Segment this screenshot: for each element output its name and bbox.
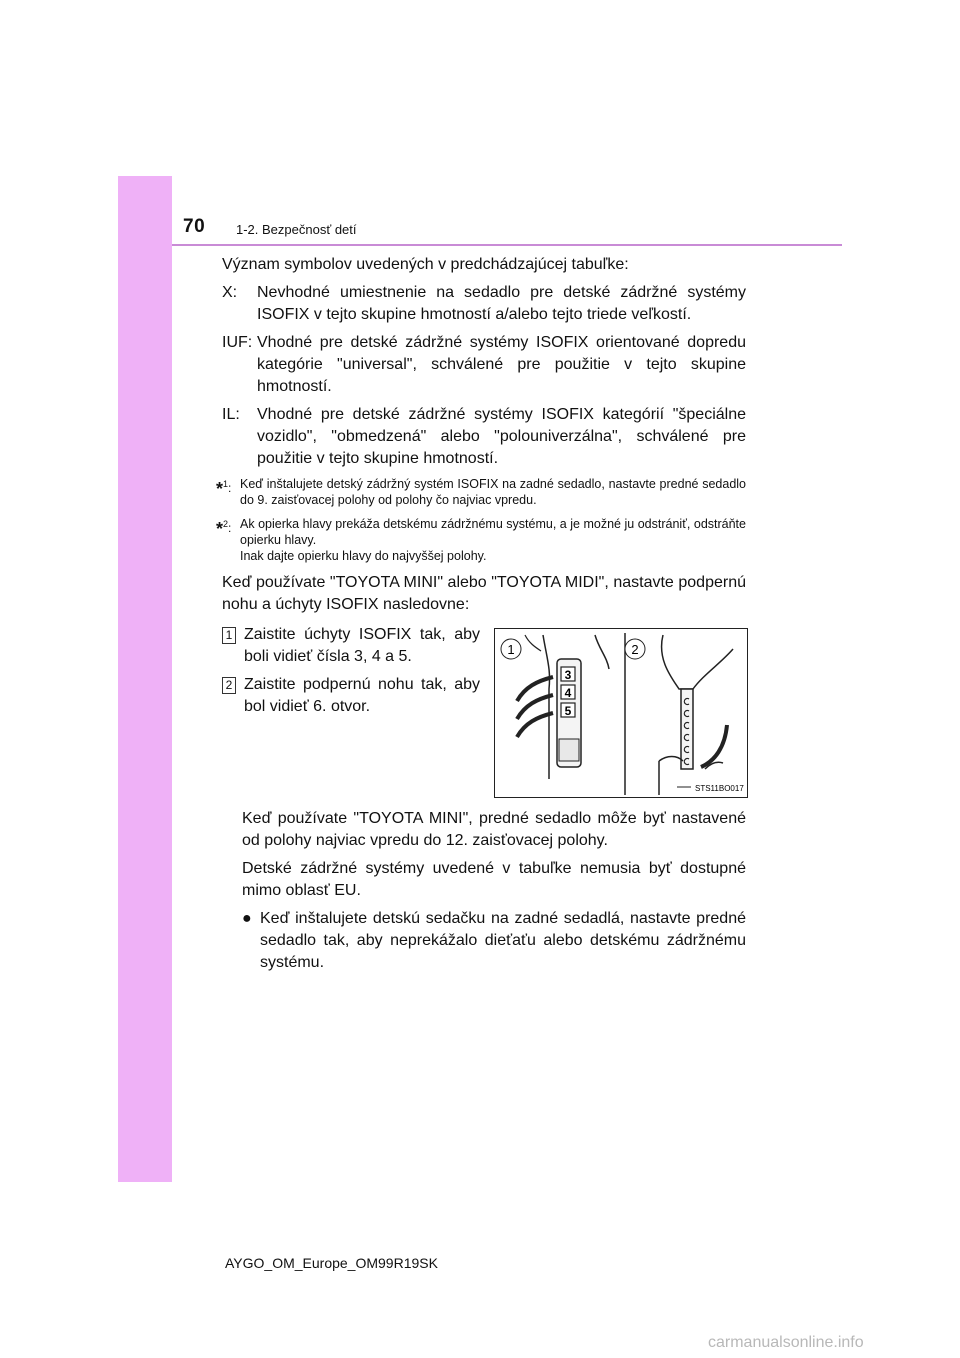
toyota-intro: Keď používate "TOYOTA MINI" alebo "TOYOTA MIDI", nastavte podpernú nohu a úchyty ISOFIX nasledovne: [222, 574, 746, 613]
arrow-icon [701, 725, 727, 767]
footnote-number: 2 [223, 519, 229, 529]
arrow-icon [517, 713, 553, 737]
watermark: carmanualsonline.info [708, 1334, 864, 1351]
eu-note: Detské zádržné systémy uvedené v tabuľke nemusia byť dostupné mimo oblasť EU. [242, 860, 746, 899]
seat-edge [525, 635, 541, 651]
steps-block [222, 624, 746, 808]
seat-edge [543, 635, 550, 779]
bullet-dot-icon: ● [242, 910, 252, 927]
footnote-1: *$^1$: Keď inštalujete detský zádržný systém ISOFIX na zadné sedadlo, nastavte predné sedadlo do 9. zaisťovacej polohy od polohy čo najviac vpredu. [216, 477, 746, 507]
slot-number: 4 [564, 686, 572, 700]
symbols-intro: Význam symbolov uvedených v predchádzajúcej tabuľke: [222, 256, 629, 273]
step-1 [222, 624, 480, 668]
mini-note: Keď používate "TOYOTA MINI", predné sedadlo môže byť nastavené od polohy najviac vpredu do 12. zaisťovacej polohy. [242, 810, 746, 849]
slot-number: 5 [564, 704, 572, 718]
definition-iuf [222, 332, 746, 398]
footnote-number: 1 [223, 479, 229, 489]
step-2 [222, 674, 480, 718]
step-number: 2 [222, 677, 236, 694]
footnote-2: *$^2$: Ak opierka hlavy prekáža detskému zádržnému systému, a je možné ju odstrániť, odstráňte opierku hlavy. Inak dajte opierku hlavy do najvyššej polohy. [216, 517, 746, 563]
bullet-item [242, 908, 746, 974]
step-number: 1 [222, 627, 236, 644]
definition-code: X: [222, 284, 238, 301]
footnote-asterisk: * [216, 519, 224, 539]
footer-code: AYGO_OM_Europe_OM99R19SK [225, 1255, 438, 1271]
leg-housing [662, 635, 733, 689]
figure-code: STS11BO017 [695, 784, 744, 793]
footnote-text: Ak opierka hlavy prekáža detskému zádržnému systému, a je možné ju odstrániť, odstráňte opierku hlavy. [240, 517, 746, 547]
definition-code: IL: [222, 406, 240, 423]
header-rule [172, 244, 842, 246]
step-text: Zaistite podpernú nohu tak, aby bol vidieť 6. otvor. [244, 676, 480, 715]
isofix-drawing [495, 629, 747, 797]
definition-text: Vhodné pre detské zádržné systémy ISOFIX kategórií "špeciálne vozidlo", "obmedzená" alebo "polouniverzálna", schválené pre použitie v tejto skupine hmotností. [257, 406, 746, 467]
connector-tip [559, 739, 579, 761]
step-text: Zaistite úchyty ISOFIX tak, aby boli vidieť čísla 3, 4 a 5. [244, 626, 480, 665]
section-title: 1-2. Bezpečnosť detí [236, 222, 357, 237]
slot-number: 3 [564, 668, 572, 682]
footnote-asterisk: * [216, 479, 224, 499]
main-content [216, 254, 746, 974]
definition-text: Nevhodné umiestnenie na sedadlo pre detské zádržné systémy ISOFIX v tejto skupine hmotností a/alebo tejto triede veľkostí. [257, 284, 746, 323]
definition-il [222, 404, 746, 470]
seat-edge [595, 635, 609, 669]
bullet-text: Keď inštalujete detskú sedačku na zadné sedadlá, nastavte predné sedadlo tak, aby neprekážalo dieťaťu alebo detskému zádržnému systému. [260, 910, 746, 971]
definition-code: IUF: [222, 334, 253, 351]
callout-label: 2 [631, 642, 639, 657]
definition-text: Vhodné pre detské zádržné systémy ISOFIX orientované dopredu kategórie "universal", schválené pre použitie v tejto skupine hmotností. [257, 334, 746, 395]
footnote-text-2: Inak dajte opierku hlavy do najvyššej polohy. [240, 549, 487, 563]
side-tab [118, 176, 172, 1182]
page-number: 70 [183, 216, 206, 237]
isofix-illustration [494, 628, 748, 798]
after-block [242, 808, 746, 974]
definition-x [222, 282, 746, 326]
callout-label: 1 [507, 642, 515, 657]
footnote-text: Keď inštalujete detský zádržný systém ISOFIX na zadné sedadlo, nastavte predné sedadlo do 9. zaisťovacej polohy od polohy čo najviac vpredu. [240, 477, 746, 507]
